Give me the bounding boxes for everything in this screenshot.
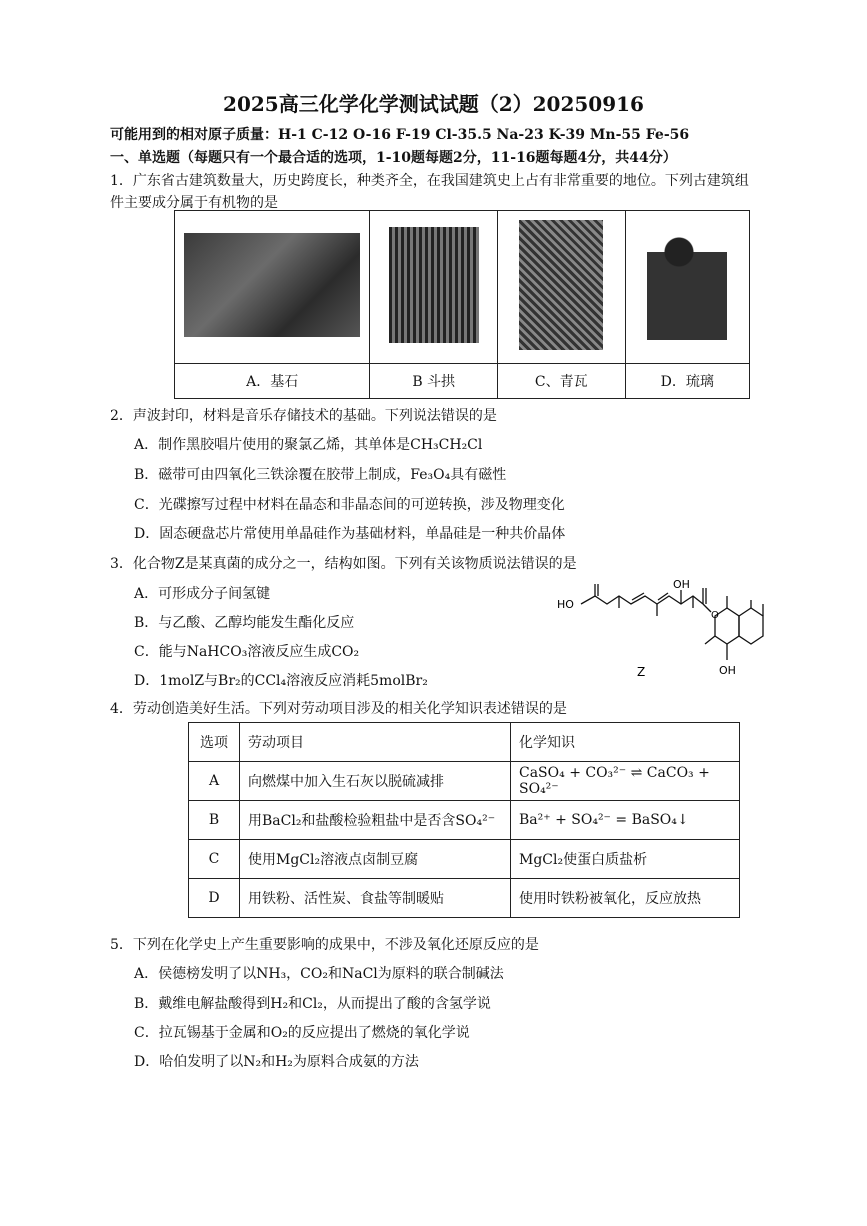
row-chem: CaSO₄ + CO₃²⁻ ⇌ CaCO₃ + SO₄²⁻ <box>511 762 740 801</box>
oh-bottom-label: OH <box>719 664 736 677</box>
q1-stem-line2: 件主要成分属于有机物的是 <box>110 195 278 211</box>
row-option: A <box>189 762 240 801</box>
q2-option-a: A．制作黑胶唱片使用的聚氯乙烯，其单体是CH₃CH₂Cl <box>134 437 483 453</box>
row-labor: 使用MgCl₂溶液点卤制豆腐 <box>240 840 511 879</box>
glazed-tile-image <box>647 230 727 340</box>
row-chem: 使用时铁粉被氧化，反应放热 <box>511 879 740 918</box>
ester-o-label: O <box>711 610 719 621</box>
q1-stem-line1: 1．广东省古建筑数量大，历史跨度长，种类齐全，在我国建筑史上占有非常重要的地位。下列古建筑组 <box>110 173 749 189</box>
carbon-chain <box>581 596 703 604</box>
q1-image-d <box>625 211 749 364</box>
section-heading: 一、单选题（每题只有一个最合适的选项，1-10题每题2分，11-16题每题4分，共44分） <box>110 150 677 166</box>
q1-caption-a: A．基石 <box>175 364 370 399</box>
q3-option-b: B．与乙酸、乙醇均能发生酯化反应 <box>134 615 355 631</box>
q2-option-d: D．固态硬盘芯片常使用单晶硅作为基础材料，单晶硅是一种共价晶体 <box>134 526 566 542</box>
oh-top-label: OH <box>673 578 690 591</box>
q1-caption-c: C、青瓦 <box>498 364 625 399</box>
q4-table <box>188 722 740 918</box>
q5-option-a: A．侯德榜发明了以NH₃，CO₂和NaCl为原料的联合制碱法 <box>134 966 504 982</box>
row-labor: 用铁粉、活性炭、食盐等制暖贴 <box>240 879 511 918</box>
q5-option-d: D．哈伯发明了以N₂和H₂为原料合成氨的方法 <box>134 1054 419 1070</box>
ho-label: HO <box>557 598 574 611</box>
table-row <box>189 879 740 918</box>
row-chem: MgCl₂使蛋白质盐析 <box>511 840 740 879</box>
q1-image-c <box>498 211 625 364</box>
blue-tile-image <box>519 220 603 350</box>
q1-caption-b: B 斗拱 <box>370 364 498 399</box>
header-chem: 化学知识 <box>511 723 740 762</box>
row-labor: 用BaCl₂和盐酸检验粗盐中是否含SO₄²⁻ <box>240 801 511 840</box>
q3-option-a: A．可形成分子间氢键 <box>134 586 271 602</box>
q1-image-a <box>175 211 370 364</box>
compound-z-structure <box>555 578 765 690</box>
bracket-set-image <box>389 227 479 343</box>
q1-image-table <box>174 210 750 399</box>
q2-option-c: C．光碟擦写过程中材料在晶态和非晶态间的可逆转换，涉及物理变化 <box>134 497 565 513</box>
q1-image-b <box>370 211 498 364</box>
row-option: C <box>189 840 240 879</box>
foundation-stone-image <box>184 233 360 337</box>
header-option: 选项 <box>189 723 240 762</box>
row-option: B <box>189 801 240 840</box>
row-chem: Ba²⁺ + SO₄²⁻ = BaSO₄↓ <box>511 801 740 840</box>
atomic-masses: 可能用到的相对原子质量：H-1 C-12 O-16 F-19 Cl-35.5 Na-23 K-39 Mn-55 Fe-56 <box>110 127 690 143</box>
row-labor: 向燃煤中加入生石灰以脱硫减排 <box>240 762 511 801</box>
table-row <box>189 762 740 801</box>
table-header-row <box>189 723 740 762</box>
q4-stem: 4．劳动创造美好生活。下列对劳动项目涉及的相关化学知识表述错误的是 <box>110 701 567 717</box>
table-row <box>189 840 740 879</box>
page-title: 2025高三化学化学测试试题（2）20250916 <box>223 92 644 116</box>
q1-caption-d: D．琉璃 <box>625 364 749 399</box>
header-labor: 劳动项目 <box>240 723 511 762</box>
table-row <box>189 801 740 840</box>
q5-option-b: B．戴维电解盐酸得到H₂和Cl₂，从而提出了酸的含氢学说 <box>134 996 491 1012</box>
q2-stem: 2．声波封印，材料是音乐存储技术的基础。下列说法错误的是 <box>110 408 497 424</box>
q3-stem: 3．化合物Z是某真菌的成分之一，结构如图。下列有关该物质说法错误的是 <box>110 556 577 572</box>
q2-option-b: B．磁带可由四氧化三铁涂覆在胶带上制成，Fe₃O₄具有磁性 <box>134 467 507 483</box>
q5-stem: 5．下列在化学史上产生重要影响的成果中，不涉及氧化还原反应的是 <box>110 937 539 953</box>
q3-option-c: C．能与NaHCO₃溶液反应生成CO₂ <box>134 644 360 660</box>
q5-option-c: C．拉瓦锡基于金属和O₂的反应提出了燃烧的氧化学说 <box>134 1025 470 1041</box>
compound-z-label: Z <box>637 665 646 679</box>
q3-option-d: D．1molZ与Br₂的CCl₄溶液反应消耗5molBr₂ <box>134 673 428 689</box>
row-option: D <box>189 879 240 918</box>
